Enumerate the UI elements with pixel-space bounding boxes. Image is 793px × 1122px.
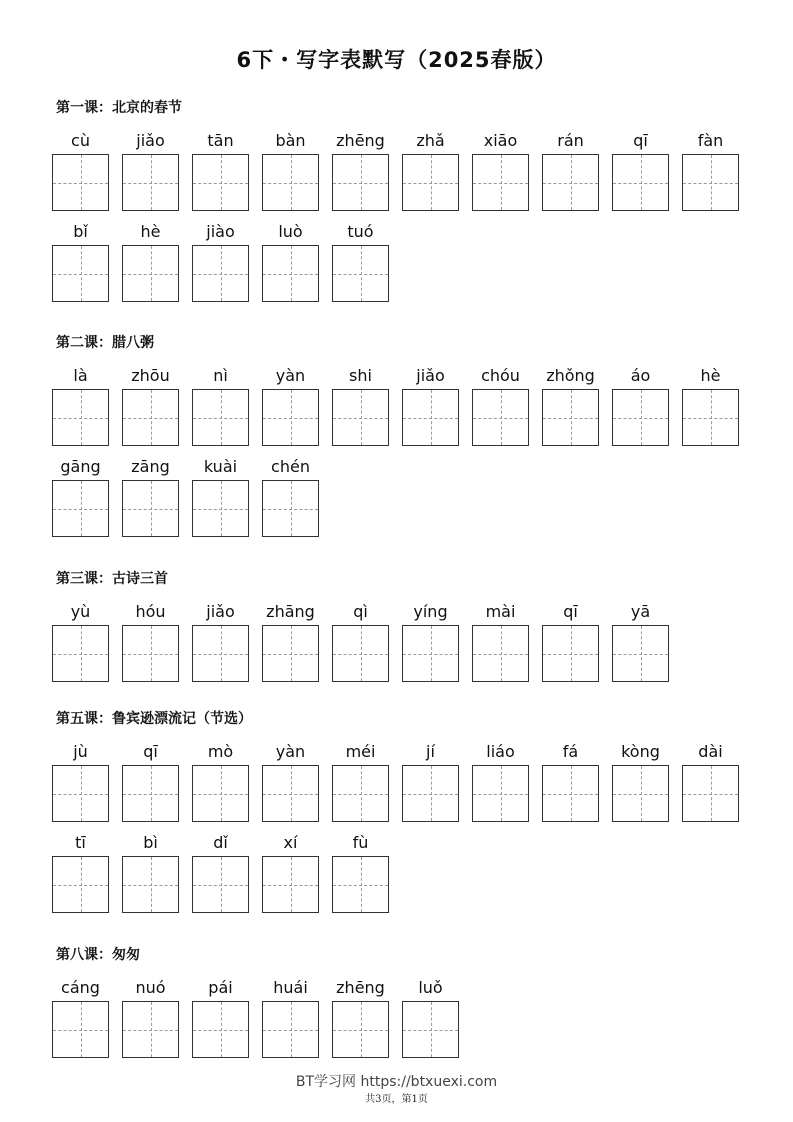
- writing-box[interactable]: [52, 480, 109, 537]
- character-cell: [262, 219, 319, 302]
- character-cell: [122, 739, 179, 822]
- character-cell: [52, 830, 109, 913]
- guide-line-vertical: [151, 857, 152, 912]
- writing-grid: [52, 739, 752, 913]
- guide-line-vertical: [711, 390, 712, 445]
- writing-box[interactable]: [262, 625, 319, 682]
- writing-box[interactable]: [262, 856, 319, 913]
- writing-box[interactable]: [192, 625, 249, 682]
- character-cell: [472, 739, 529, 822]
- character-cell: [332, 363, 389, 446]
- character-cell: [402, 128, 459, 211]
- writing-box[interactable]: [542, 154, 599, 211]
- pinyin-label: bàn: [275, 131, 306, 150]
- writing-box[interactable]: [612, 765, 669, 822]
- guide-line-vertical: [291, 246, 292, 301]
- pinyin-label: huái: [273, 978, 308, 997]
- character-cell: [682, 128, 739, 211]
- pinyin-label: hóu: [135, 602, 166, 621]
- character-cell: [332, 128, 389, 211]
- guide-line-vertical: [641, 766, 642, 821]
- writing-box[interactable]: [262, 154, 319, 211]
- guide-line-vertical: [431, 766, 432, 821]
- pinyin-label: jí: [426, 742, 435, 761]
- character-cell: [192, 830, 249, 913]
- writing-box[interactable]: [52, 1001, 109, 1058]
- lesson-section: [52, 333, 752, 537]
- guide-line-vertical: [501, 155, 502, 210]
- writing-box[interactable]: [262, 765, 319, 822]
- pinyin-label: fá: [562, 742, 579, 761]
- character-cell: [52, 219, 109, 302]
- pinyin-label: yíng: [413, 602, 448, 621]
- guide-line-vertical: [221, 390, 222, 445]
- character-cell: [542, 739, 599, 822]
- character-cell: [472, 128, 529, 211]
- guide-line-vertical: [81, 481, 82, 536]
- pinyin-label: qī: [563, 602, 578, 621]
- writing-box[interactable]: [192, 1001, 249, 1058]
- guide-line-vertical: [81, 246, 82, 301]
- pinyin-label: áo: [630, 366, 651, 385]
- character-cell: [402, 975, 459, 1058]
- guide-line-vertical: [291, 1002, 292, 1057]
- guide-line-vertical: [431, 390, 432, 445]
- writing-box[interactable]: [332, 1001, 389, 1058]
- guide-line-vertical: [221, 626, 222, 681]
- guide-line-vertical: [151, 246, 152, 301]
- guide-line-vertical: [361, 626, 362, 681]
- character-cell: [192, 739, 249, 822]
- character-cell: [612, 363, 669, 446]
- pinyin-label: yā: [630, 602, 651, 621]
- character-cell: [52, 363, 109, 446]
- lesson-section: [52, 98, 752, 302]
- guide-line-vertical: [361, 1002, 362, 1057]
- writing-box[interactable]: [192, 480, 249, 537]
- character-cell: [402, 363, 459, 446]
- guide-line-vertical: [221, 246, 222, 301]
- guide-line-vertical: [431, 155, 432, 210]
- writing-grid: [52, 128, 752, 302]
- pinyin-label: jiào: [206, 222, 235, 241]
- guide-line-vertical: [221, 857, 222, 912]
- writing-box[interactable]: [122, 480, 179, 537]
- page-title: 6下・写字表默写（2025春版）: [236, 48, 557, 72]
- character-cell: [52, 128, 109, 211]
- writing-box[interactable]: [612, 154, 669, 211]
- writing-box[interactable]: [472, 389, 529, 446]
- writing-box[interactable]: [332, 389, 389, 446]
- pinyin-label: jiǎo: [416, 366, 445, 385]
- character-cell: [682, 739, 739, 822]
- pinyin-label: yàn: [275, 742, 306, 761]
- pinyin-label: bǐ: [73, 222, 88, 241]
- pinyin-label: jù: [73, 742, 88, 761]
- writing-box[interactable]: [402, 765, 459, 822]
- pinyin-label: mò: [207, 742, 234, 761]
- writing-grid: [52, 363, 752, 537]
- guide-line-vertical: [641, 626, 642, 681]
- writing-box[interactable]: [682, 154, 739, 211]
- character-cell: [122, 363, 179, 446]
- guide-line-vertical: [81, 390, 82, 445]
- writing-box[interactable]: [122, 389, 179, 446]
- pinyin-label: rán: [557, 131, 584, 150]
- pinyin-label: zāng: [131, 457, 170, 476]
- guide-line-vertical: [641, 390, 642, 445]
- lesson-section: [52, 945, 752, 1058]
- writing-box[interactable]: [682, 765, 739, 822]
- pinyin-label: nuó: [135, 978, 166, 997]
- writing-grid: [52, 599, 752, 682]
- pinyin-label: zhāng: [266, 602, 315, 621]
- writing-box[interactable]: [402, 625, 459, 682]
- character-cell: [122, 830, 179, 913]
- character-cell: [122, 975, 179, 1058]
- guide-line-vertical: [221, 481, 222, 536]
- writing-box[interactable]: [472, 625, 529, 682]
- lesson-section: [52, 709, 752, 913]
- guide-line-vertical: [151, 1002, 152, 1057]
- guide-line-vertical: [81, 766, 82, 821]
- pinyin-label: gāng: [60, 457, 101, 476]
- pinyin-label: là: [73, 366, 88, 385]
- writing-grid: [52, 975, 752, 1058]
- writing-box[interactable]: [52, 856, 109, 913]
- character-cell: [262, 739, 319, 822]
- pinyin-label: yàn: [275, 366, 306, 385]
- writing-box[interactable]: [262, 389, 319, 446]
- pinyin-label: luò: [278, 222, 303, 241]
- writing-box[interactable]: [52, 245, 109, 302]
- writing-box[interactable]: [402, 154, 459, 211]
- character-cell: [52, 739, 109, 822]
- guide-line-vertical: [501, 626, 502, 681]
- writing-box[interactable]: [472, 154, 529, 211]
- character-cell: [612, 128, 669, 211]
- character-cell: [122, 128, 179, 211]
- pinyin-label: yù: [70, 602, 91, 621]
- guide-line-vertical: [81, 857, 82, 912]
- pinyin-label: tī: [75, 833, 86, 852]
- writing-box[interactable]: [542, 765, 599, 822]
- character-cell: [262, 599, 319, 682]
- pinyin-label: zhōu: [131, 366, 170, 385]
- character-cell: [262, 363, 319, 446]
- character-cell: [192, 454, 249, 537]
- writing-box[interactable]: [192, 154, 249, 211]
- guide-line-vertical: [501, 390, 502, 445]
- character-cell: [52, 599, 109, 682]
- character-cell: [192, 128, 249, 211]
- character-cell: [542, 128, 599, 211]
- writing-box[interactable]: [332, 154, 389, 211]
- pinyin-label: dài: [698, 742, 723, 761]
- writing-box[interactable]: [122, 245, 179, 302]
- pinyin-label: hè: [700, 366, 721, 385]
- pinyin-label: cù: [71, 131, 90, 150]
- pinyin-label: chóu: [481, 366, 520, 385]
- writing-box[interactable]: [52, 389, 109, 446]
- writing-box[interactable]: [192, 856, 249, 913]
- guide-line-vertical: [571, 155, 572, 210]
- pinyin-label: fàn: [697, 131, 724, 150]
- guide-line-vertical: [291, 390, 292, 445]
- character-cell: [122, 454, 179, 537]
- pinyin-label: liáo: [486, 742, 515, 761]
- pinyin-label: qī: [143, 742, 158, 761]
- guide-line-vertical: [81, 155, 82, 210]
- pinyin-label: mài: [485, 602, 516, 621]
- pinyin-label: zhǒng: [546, 366, 595, 385]
- writing-box[interactable]: [122, 1001, 179, 1058]
- pinyin-label: luǒ: [418, 978, 443, 997]
- writing-box[interactable]: [262, 1001, 319, 1058]
- pinyin-label: chén: [271, 457, 310, 476]
- guide-line-vertical: [151, 626, 152, 681]
- pinyin-label: zhǎ: [416, 131, 445, 150]
- pinyin-label: qì: [353, 602, 368, 621]
- character-cell: [332, 219, 389, 302]
- character-cell: [612, 739, 669, 822]
- footer-site-url: BT学习网 https://btxuexi.com: [295, 1074, 498, 1090]
- guide-line-vertical: [361, 155, 362, 210]
- pinyin-label: nì: [213, 366, 228, 385]
- guide-line-vertical: [291, 766, 292, 821]
- guide-line-vertical: [361, 857, 362, 912]
- writing-box[interactable]: [122, 765, 179, 822]
- character-cell: [192, 363, 249, 446]
- character-cell: [472, 599, 529, 682]
- character-cell: [192, 599, 249, 682]
- writing-box[interactable]: [612, 625, 669, 682]
- writing-box[interactable]: [192, 245, 249, 302]
- writing-box[interactable]: [122, 856, 179, 913]
- guide-line-vertical: [711, 766, 712, 821]
- writing-box[interactable]: [122, 154, 179, 211]
- character-cell: [262, 454, 319, 537]
- guide-line-vertical: [711, 155, 712, 210]
- guide-line-vertical: [151, 390, 152, 445]
- pinyin-label: hè: [140, 222, 161, 241]
- pinyin-label: cáng: [61, 978, 100, 997]
- pinyin-label: xí: [283, 833, 298, 852]
- character-cell: [332, 975, 389, 1058]
- character-cell: [332, 599, 389, 682]
- character-cell: [262, 128, 319, 211]
- guide-line-vertical: [501, 766, 502, 821]
- character-cell: [542, 363, 599, 446]
- character-cell: [52, 975, 109, 1058]
- pinyin-label: dǐ: [213, 833, 228, 852]
- pinyin-label: qī: [633, 131, 648, 150]
- character-cell: [122, 219, 179, 302]
- pinyin-label: tān: [207, 131, 234, 150]
- guide-line-vertical: [431, 1002, 432, 1057]
- guide-line-vertical: [151, 766, 152, 821]
- guide-line-vertical: [571, 390, 572, 445]
- lesson-title: 第三课：古诗三首: [56, 571, 168, 587]
- guide-line-vertical: [291, 857, 292, 912]
- character-cell: [402, 739, 459, 822]
- lesson-section: [52, 569, 752, 682]
- writing-box[interactable]: [612, 389, 669, 446]
- guide-line-vertical: [291, 626, 292, 681]
- guide-line-vertical: [291, 481, 292, 536]
- writing-box[interactable]: [542, 389, 599, 446]
- lesson-title: 第八课：匆匆: [56, 947, 140, 963]
- writing-box[interactable]: [472, 765, 529, 822]
- character-cell: [262, 830, 319, 913]
- writing-box[interactable]: [262, 245, 319, 302]
- writing-box[interactable]: [682, 389, 739, 446]
- guide-line-vertical: [641, 155, 642, 210]
- character-cell: [332, 739, 389, 822]
- guide-line-vertical: [221, 766, 222, 821]
- writing-box[interactable]: [122, 625, 179, 682]
- writing-box[interactable]: [332, 245, 389, 302]
- character-cell: [612, 599, 669, 682]
- pinyin-label: fù: [352, 833, 369, 852]
- character-cell: [52, 454, 109, 537]
- pinyin-label: kòng: [621, 742, 660, 761]
- guide-line-vertical: [361, 766, 362, 821]
- character-cell: [402, 599, 459, 682]
- guide-line-vertical: [431, 626, 432, 681]
- character-cell: [682, 363, 739, 446]
- writing-box[interactable]: [332, 765, 389, 822]
- writing-box[interactable]: [52, 625, 109, 682]
- character-cell: [472, 363, 529, 446]
- lesson-title: 第二课：腊八粥: [56, 335, 154, 351]
- guide-line-vertical: [361, 390, 362, 445]
- writing-box[interactable]: [402, 389, 459, 446]
- guide-line-vertical: [571, 626, 572, 681]
- writing-box[interactable]: [332, 625, 389, 682]
- pinyin-label: jiǎo: [206, 602, 235, 621]
- guide-line-vertical: [221, 155, 222, 210]
- writing-box[interactable]: [192, 389, 249, 446]
- character-cell: [262, 975, 319, 1058]
- guide-line-vertical: [291, 155, 292, 210]
- guide-line-vertical: [571, 766, 572, 821]
- pinyin-label: pái: [208, 978, 233, 997]
- pinyin-label: tuó: [347, 222, 374, 241]
- pinyin-label: bì: [143, 833, 158, 852]
- pinyin-label: jiǎo: [136, 131, 165, 150]
- writing-box[interactable]: [542, 625, 599, 682]
- character-cell: [192, 219, 249, 302]
- lesson-title: 第五课：鲁宾逊漂流记（节选）: [56, 711, 252, 727]
- writing-box[interactable]: [52, 765, 109, 822]
- guide-line-vertical: [81, 626, 82, 681]
- guide-line-vertical: [151, 481, 152, 536]
- pinyin-label: shi: [349, 366, 372, 385]
- pinyin-label: zhēng: [336, 131, 385, 150]
- character-cell: [332, 830, 389, 913]
- guide-line-vertical: [361, 246, 362, 301]
- writing-box[interactable]: [52, 154, 109, 211]
- pinyin-label: méi: [345, 742, 376, 761]
- character-cell: [542, 599, 599, 682]
- writing-box[interactable]: [402, 1001, 459, 1058]
- character-cell: [122, 599, 179, 682]
- footer-page-number: 共3页，第1页: [365, 1094, 428, 1105]
- writing-box[interactable]: [262, 480, 319, 537]
- guide-line-vertical: [151, 155, 152, 210]
- guide-line-vertical: [221, 1002, 222, 1057]
- pinyin-label: xiāo: [483, 131, 518, 150]
- character-cell: [192, 975, 249, 1058]
- guide-line-vertical: [81, 1002, 82, 1057]
- writing-box[interactable]: [332, 856, 389, 913]
- writing-box[interactable]: [192, 765, 249, 822]
- pinyin-label: kuài: [203, 457, 238, 476]
- lesson-title: 第一课：北京的春节: [56, 100, 182, 116]
- pinyin-label: zhēng: [336, 978, 385, 997]
